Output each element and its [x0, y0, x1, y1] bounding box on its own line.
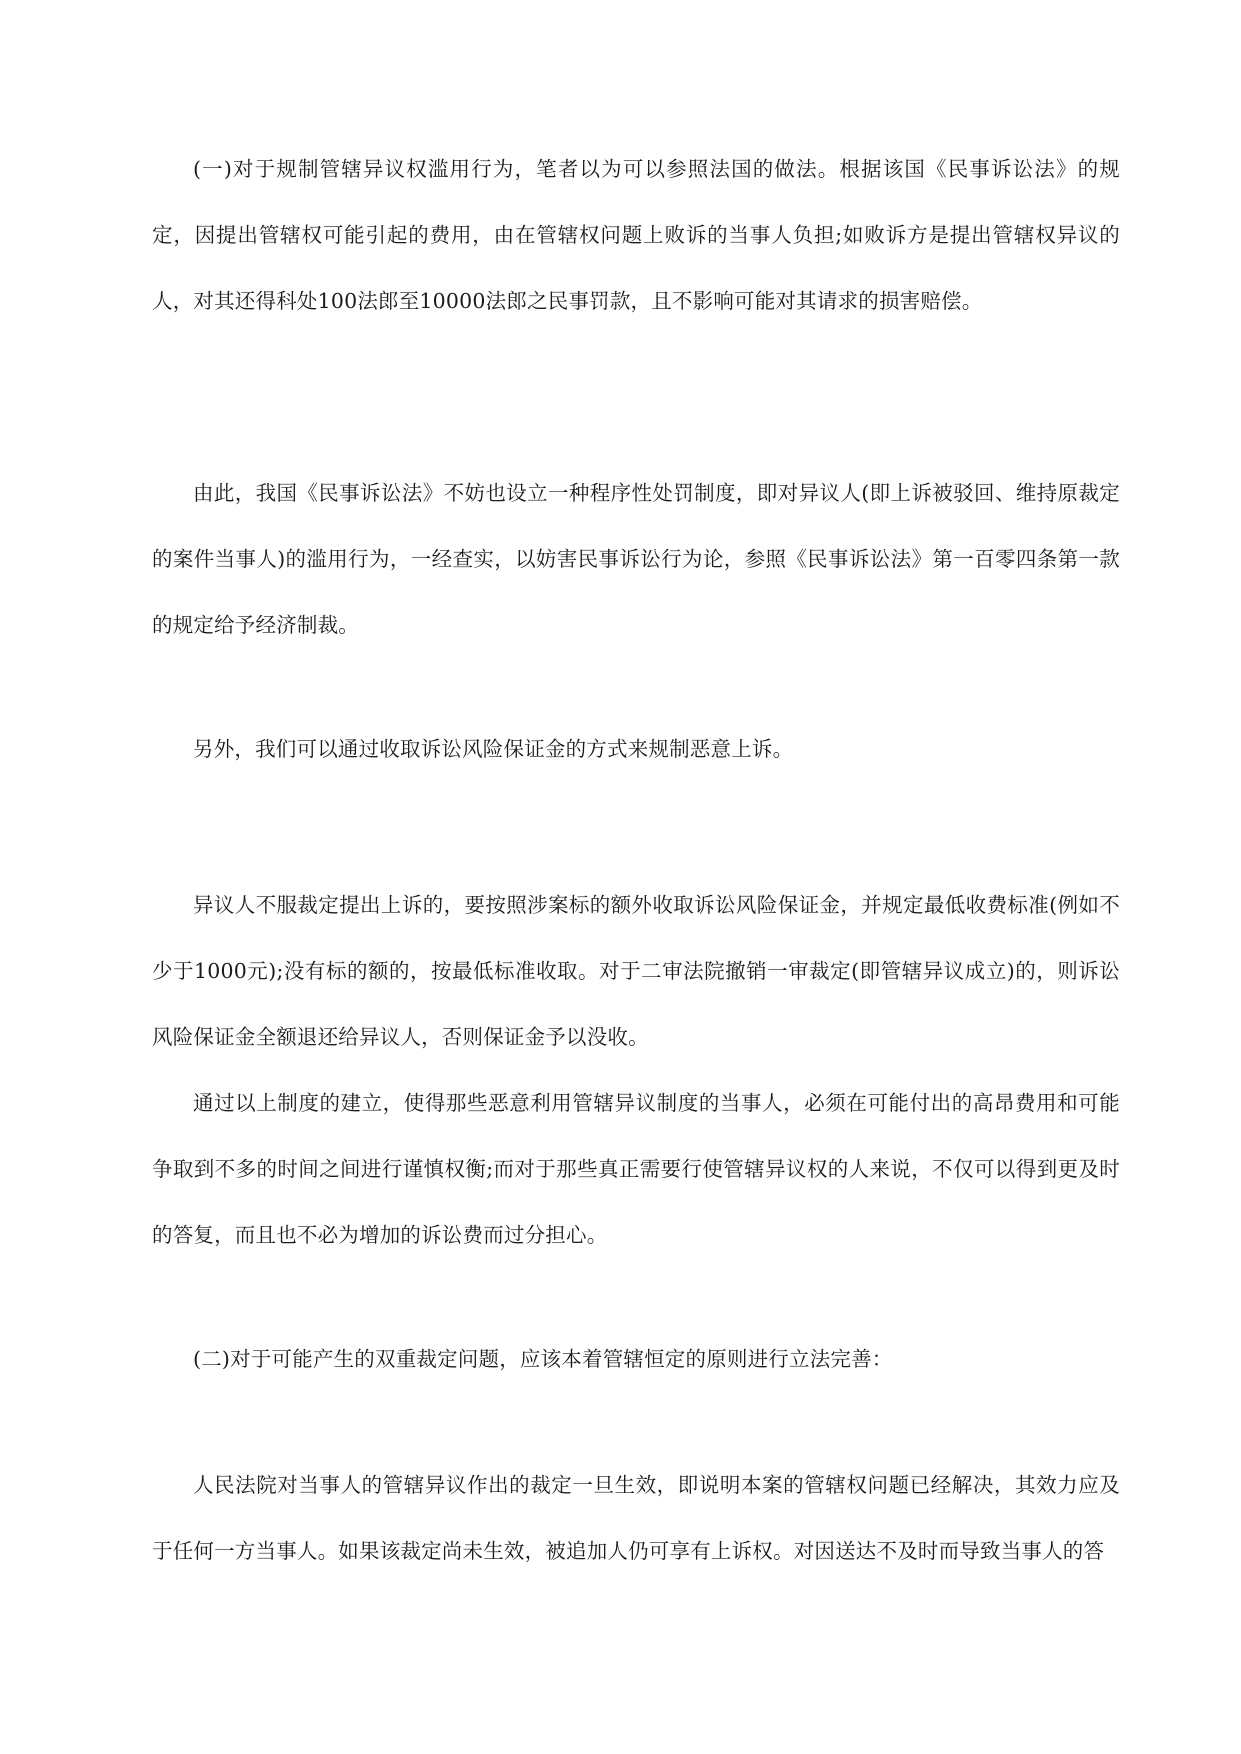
paragraph-risk-deposit-intro: 另外，我们可以通过收取诉讼风险保证金的方式来规制恶意上诉。 [193, 737, 794, 761]
paragraph-jurisdiction-abuse-france: (一)对于规制管辖异议权滥用行为，笔者以为可以参照法国的做法。根据该国《民事诉讼法》的规定，因提出管辖权可能引起的费用，由在管辖权问题上败诉的当事人负担;如败诉方是提出管辖权异议的人，对其还得科处100法郎至10000法郎之民事罚款，且不影响可能对其请求的损害赔偿。 [152, 157, 1120, 313]
paragraph-procedural-penalty: 由此，我国《民事诉讼法》不妨也设立一种程序性处罚制度，即对异议人(即上诉被驳回、维持原裁定的案件当事人)的滥用行为，一经查实，以妨害民事诉讼行为论，参照《民事诉讼法》第一百零四条第一款的规定给予经济制裁。 [152, 481, 1120, 637]
paragraph-system-effect: 通过以上制度的建立，使得那些恶意利用管辖异议制度的当事人，必须在可能付出的高昂费用和可能争取到不多的时间之间进行谨慎权衡;而对于那些真正需要行使管辖异议权的人来说，不仅可以得到更及时的答复，而且也不必为增加的诉讼费而过分担心。 [152, 1091, 1120, 1247]
paragraph-ruling-effect: 人民法院对当事人的管辖异议作出的裁定一旦生效，即说明本案的管辖权问题已经解决，其效力应及于任何一方当事人。如果该裁定尚未生效，被追加人仍可享有上诉权。对因送达不及时而导致当事人的答 [152, 1473, 1120, 1563]
paragraph-double-ruling-heading: (二)对于可能产生的双重裁定问题，应该本着管辖恒定的原则进行立法完善： [193, 1347, 893, 1371]
paragraph-risk-deposit-rules: 异议人不服裁定提出上诉的，要按照涉案标的额外收取诉讼风险保证金，并规定最低收费标准(例如不少于1000元);没有标的额的，按最低标准收取。对于二审法院撤销一审裁定(即管辖异议成立)的，则诉讼风险保证金全额退还给异议人，否则保证金予以没收。 [152, 893, 1120, 1049]
